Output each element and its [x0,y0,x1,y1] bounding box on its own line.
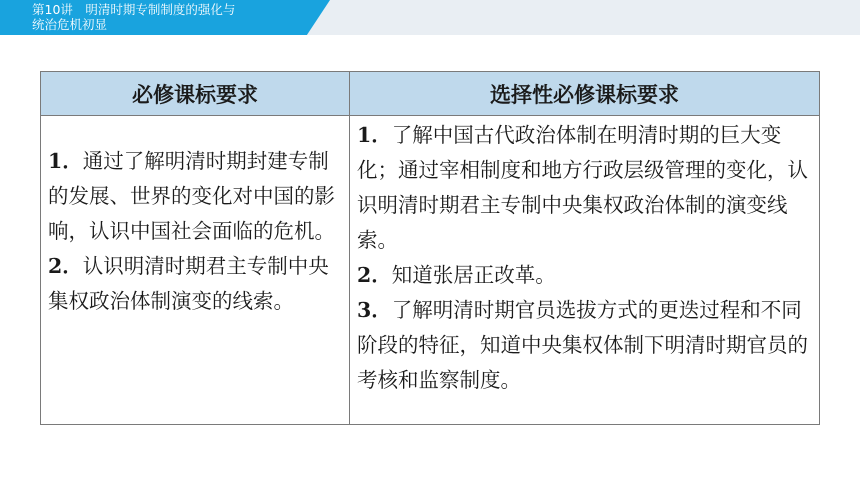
item-text: 认识明清时期君主专制中央集权政治体制演变的线索。 [48,254,329,313]
item-number: 2． [357,263,392,287]
list-item [357,293,809,398]
table-body-row [41,116,820,425]
item-text: 通过了解明清时期封建专制的发展、世界的变化对中国的影响，认识中国社会面临的危机。 [48,149,335,243]
header-elective-course: 选择性必修课标要求 [350,72,820,116]
item-number: 3． [357,298,392,322]
curriculum-requirements-table [40,71,820,425]
table-header-row [41,72,820,116]
list-item [357,258,809,293]
item-text: 了解中国古代政治体制在明清时期的巨大变化；通过宰相制度和地方行政层级管理的变化，认识明清时期君主专制中央集权政治体制的演变线索。 [357,123,808,252]
list-item [48,144,343,249]
header-required-course: 必修课标要求 [41,72,350,116]
item-number: 1． [48,149,83,173]
item-text: 了解明清时期官员选拔方式的更迭过程和不同阶段的特征，知道中央集权体制下明清时期官员的考核和监察制度。 [357,298,808,392]
item-text: 知道张居正改革。 [391,263,556,287]
list-item [357,118,809,258]
required-course-cell [41,116,350,425]
item-number: 1． [357,123,392,147]
lesson-title: 第10讲 明清时期专制制度的强化与 统治危机初显 [32,2,236,32]
list-item [48,249,343,319]
elective-course-cell [350,116,820,425]
item-number: 2． [48,254,83,278]
